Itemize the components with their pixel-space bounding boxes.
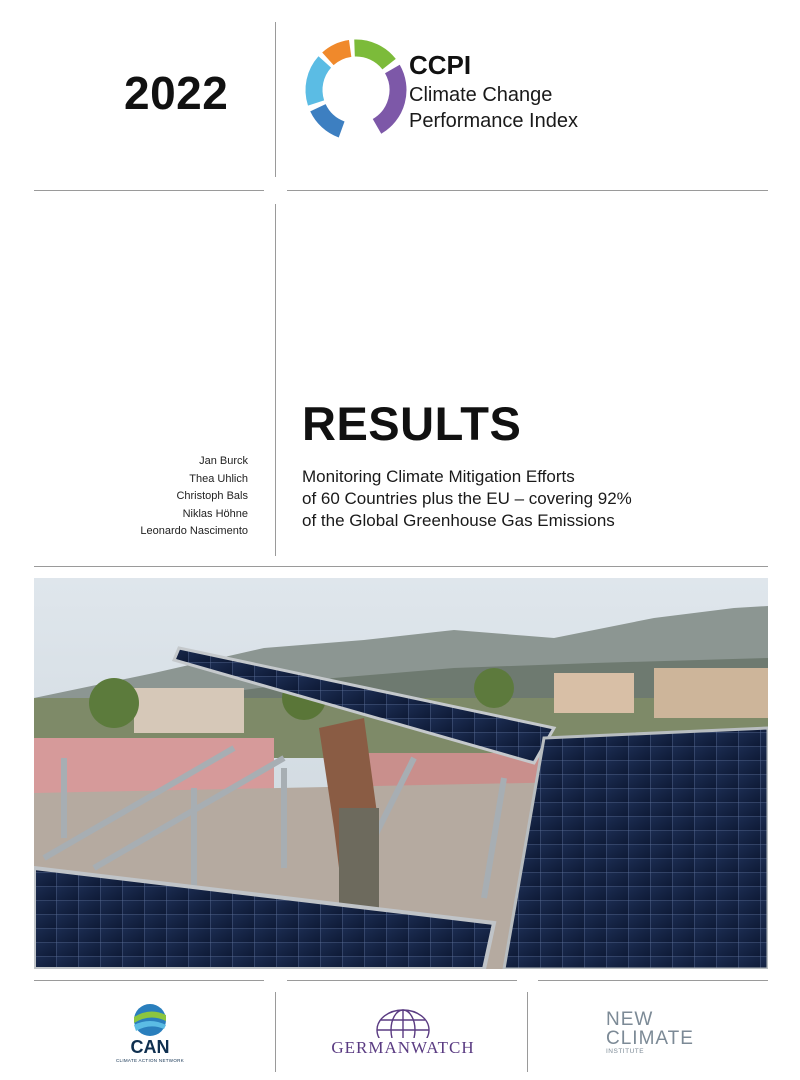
footer-divider-1: [275, 992, 276, 1072]
subtitle-line: of the Global Greenhouse Gas Emissions: [302, 511, 615, 530]
can-name: CAN: [130, 1036, 170, 1057]
subtitle-line: Monitoring Climate Mitigation Efforts: [302, 467, 575, 486]
author-name: Christoph Bals: [176, 490, 248, 502]
newclimate-line2: CLIMATE: [606, 1028, 694, 1049]
author-name: Thea Uhlich: [189, 472, 248, 485]
report-subtitle: [302, 466, 772, 532]
logo-segment-orange: [328, 48, 350, 58]
ccpi-logo-ring: [300, 34, 412, 146]
ccpi-title: CCPI: [409, 50, 472, 80]
author-name: Leonardo Nascimento: [140, 525, 248, 537]
partner-newclimate-logo: [560, 995, 760, 1070]
author-list: [140, 453, 248, 541]
newclimate-line1: NEW: [606, 1009, 654, 1030]
ccpi-subtitle-line1: Climate Change: [409, 84, 553, 106]
can-globe-icon: [126, 1003, 174, 1037]
report-year: 2022: [124, 67, 229, 119]
germanwatch-globe-icon: [373, 1008, 433, 1038]
footer-rule-1: [34, 980, 264, 981]
header-rule-right: [287, 190, 768, 191]
footer-rule-3: [538, 980, 768, 981]
partner-can-logo: [90, 995, 210, 1070]
results-heading: RESULTS: [302, 397, 522, 450]
logo-segment-blue: [318, 108, 342, 130]
footer-divider-2: [527, 992, 528, 1072]
footer-rule-2: [287, 980, 517, 981]
logo-segment-green: [355, 48, 390, 64]
newclimate-line3: INSTITUTE: [606, 1048, 645, 1055]
logo-segment-lightblue: [314, 62, 325, 103]
author-name: Niklas Höhne: [182, 507, 248, 520]
cover-photo-solar-panels: [34, 578, 768, 969]
logo-segment-purple: [377, 69, 398, 126]
subtitle-line: of 60 Countries plus the EU – covering 92%: [302, 489, 632, 508]
author-name: Jan Burck: [199, 455, 248, 467]
ccpi-subtitle-line2: Performance Index: [409, 110, 578, 132]
body-divider: [275, 204, 276, 556]
partner-germanwatch-logo: [290, 995, 516, 1070]
germanwatch-name: GERMANWATCH: [331, 1037, 475, 1057]
body-rule: [34, 566, 768, 567]
header-divider: [275, 22, 276, 177]
can-tagline: CLIMATE ACTION NETWORK: [115, 1057, 185, 1063]
header-rule-left: [34, 190, 264, 191]
